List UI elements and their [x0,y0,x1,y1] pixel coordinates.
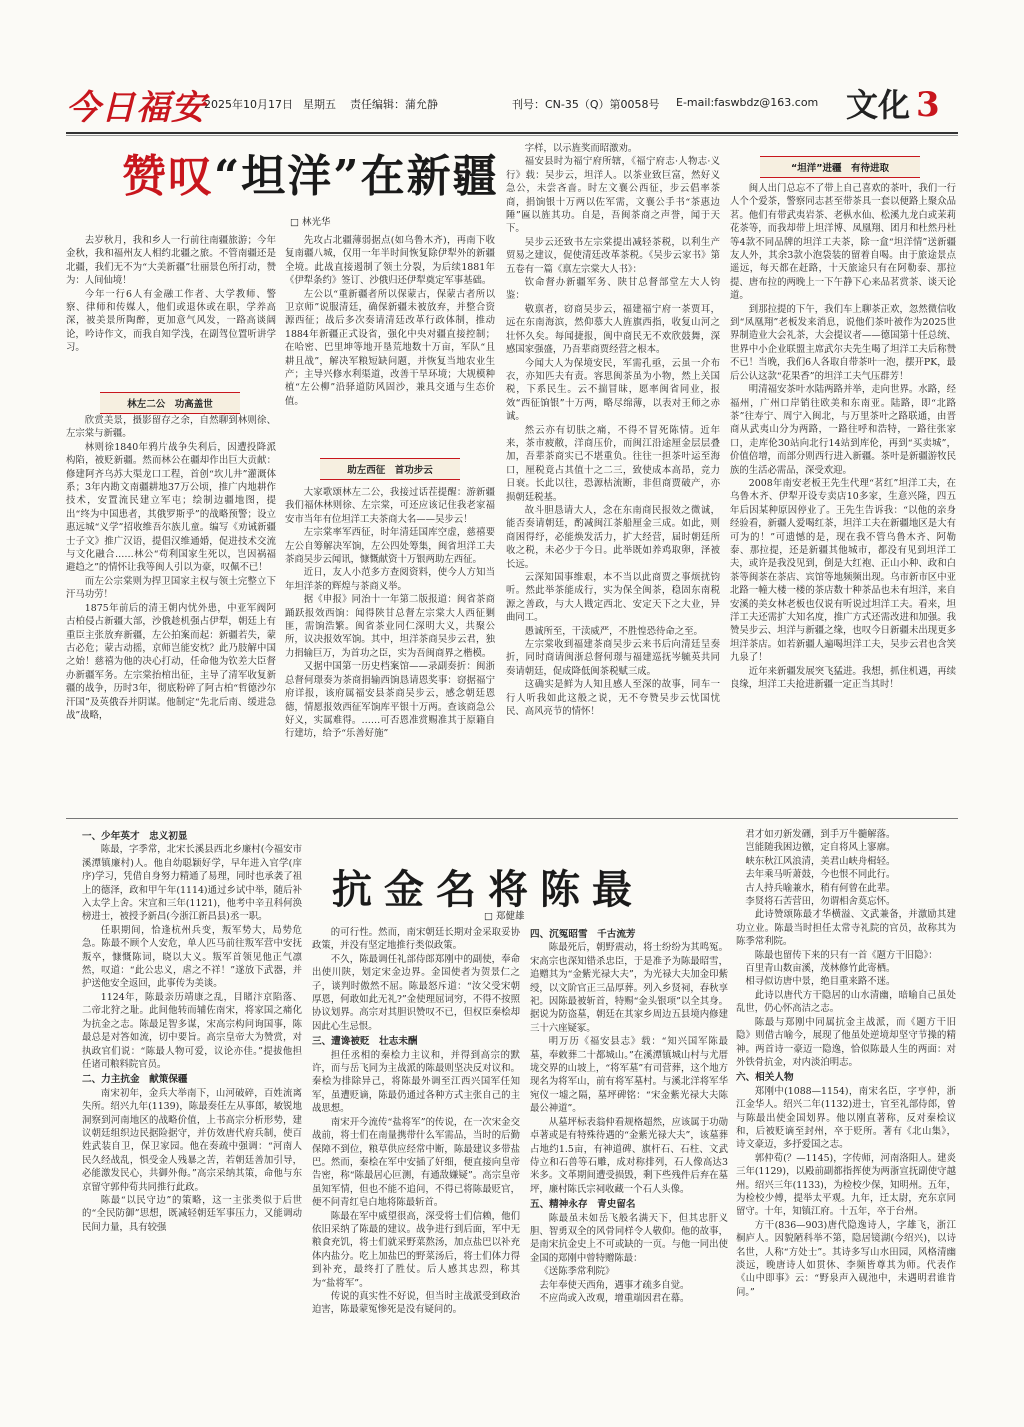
article1-col1-top [66,234,276,396]
quoted-letter: 愚诚所至，干渎威严，不胜惶恐待命之至。 [524,625,703,637]
subhead-tanyang: “坦洋”进疆 有待进取 [760,156,920,178]
paragraph: 1124年，陈最亲历靖康之乱，目睹汴京陷落、二帝北狩之耻。此间他转而辅佐南宋，将家国之痛化为抗金之志。陈最足智多谋，宋高宗构问询国事，陈最总是对答如流，切中要旨。高宗皇帝大为赞赏，对执政官们说：“陈最人物可爱，议论亦佳。”提拔他担任诸司粮料院官员。 [82,991,302,1070]
article1-col1-bottom [66,414,276,886]
quoted-letter: 故斗胆恳请大人，念在东南商民报效之微诚，能否奏请朝廷，酌减闽江茶船厘金三成。如此，则商困得纾，必能焕发活力，扩大经营，届时朝廷所收之税，未必少于今日。此举既如养鸡取卵，泽被长远。 [506,504,720,570]
paragraph: 左公以“重新疆者所以保蒙古，保蒙古者所以卫京师”说服清廷，确保新疆未被放弃，并整合资源西征；战后多次奏请清廷改革行政体制，推动1884年新疆正式设省，强化中央对疆直接控制；在哈密、巴里坤等地开垦荒地数十万亩，军队“且耕且战”，解决军粮短缺问题，并恢复当地农业生产；主导兴修水利渠道，改善干旱环境；大规模种植“左公柳”沿驿道防风固沙，兼具交通与生态价值。 [285,288,495,407]
article2-col4 [736,828,956,1372]
paragraph: 今年一行6人有金融工作者、大学教师、警察、律师和传媒人，他们或退休或在职，学养高深，被美景所陶醉，更加意气风发，一路高谈阔论，吟诗作文，而我自知学浅，在副驾位置听讲学习。 [66,288,276,354]
newspaper-logo: 今日福安 [66,88,206,128]
paragraph: 又据中国第一历史档案馆——录副奏折：闽浙总督何璟奏为茶商捐输西饷恳请恩奖事：窃据福宁府详报，该府属福安县茶商吴步云，感念朝廷恩德，情愿报效西征军饷库平银十万两。查该商急公好义，实属难得。……可否恩准赏赐准其于原籍自行建坊，给予“乐善好施” [285,661,495,740]
paragraph: 陈最死后，朝野震动，将士纷纷为其鸣冤。宋高宗也深知错杀忠臣，于是准予为陈最昭雪，追赠其为“金紫光禄大夫”，为光禄大夫加金印紫绶，以文阶官正三品厚葬。列入乡贤祠，春秋享祀。因陈最被斩首，特赐“金头银项”以全其身。据说为防盗墓，朝廷在其家乡周边五县境内修建三十六座疑冢。 [530,942,728,1034]
poem-line: 去年奉使天西角，遇事才疏多自觉。 [539,1279,690,1291]
paragraph: 左宗棠率军西征，时年清廷国库空虚，慈禧要左公自筹解决军饷，左公四处筹集，闽省坦洋工夫茶商吴步云闻讯，慷慨献资十万银两助左西征。 [285,527,495,566]
issue-date: 2025年10月17日 [204,98,293,111]
subhead-lin-zuo: 林左二公 功高盖世 [100,392,240,414]
article1-byline: □ 林光华 [290,217,331,228]
quoted-letter: 云深知国事维艰，本不当以此商贾之事烦扰钧听。然此举茶能成行，实为保全闽茶，稳固东南税源之善政，与大人戡定西北、安定天下之大业，异曲同工。 [506,572,720,624]
quoted-letter: 然云亦有切肤之痛，不得不冒死陈情。近年来，茶市疲敝，洋商压价，而闽江沿途厘金层层叠加，吾辈茶商实已不堪重负。往往一担茶叶运至海口，厘税竟占其值十之二三，致使成本高昂，竞力日衰。长此以往，恐源枯流断，非但商贾破产，亦损朝廷税基。 [506,424,720,503]
poem-line: 岂能随我困边徼，定自将风上寥廓。 [745,842,896,854]
quoted-letter: 敬禀者，窃商吴步云，福建福宁府一茶贾耳，远在东南海滨，然仰慕大人旌旗西指，收复山河之壮怀久矣。每闻捷报，闽中商民无不欢欣鼓舞，深感国家强盛，乃吾辈商贾经营之根本。 [506,303,720,356]
page-number: 3 [916,85,940,125]
poem-line: 去年乘马听萧鼓，今也恨不同此行。 [745,869,896,881]
section-heading: 四、沉冤昭雪 千古流芳 [530,929,636,940]
section-heading: 三、遭谗被贬 壮志未酬 [312,1036,418,1048]
paragraph: 而左公宗棠则为捍卫国家主权与领土完整立下汗马功劳！ [66,575,276,601]
paragraph: 此诗赞颂陈最才华横溢、文武兼备，并激励其建功立业。陈最当时担任太常寺礼院的官员，故称其为陈季常利院。 [736,909,956,948]
masthead-rule [66,132,958,134]
paragraph: 陈最虽未如岳飞般名满天下，但其忠肝义胆、智勇双全的风骨同样令人敬仰。他的故事，是南宋抗金史上不可或缺的一页。与他一同出使金国的郑刚中曾特赠陈最： [530,1212,728,1264]
article1-col2-top [285,234,495,448]
article2-col1 [82,828,302,1372]
poem-line: 《送陈季常利院》 [539,1266,615,1278]
article1-title-red: 赞叹 [122,151,214,202]
paragraph: 方干(836—903)唐代隐逸诗人，字雄飞，浙江桐庐人。因貌陋科举不第，隐居镜湖(今绍兴)，以诗名世，人称“方处士”。其诗多写山水田园，风格清幽淡远，晚唐诗人如贯休、李频皆尊其为师。代表作《山中即事》云：“野泉声入砚池中，未遇明君谁肯问。” [736,1219,956,1298]
paragraph: 陈最也留传下来的只有一首《题方干旧隐》： [754,949,938,961]
paragraph: 去岁秋月，我和乡人一行前往南疆旅游；今年金秋，我和福州友人相约北疆之旅。不管南疆还是北疆，我们无不为“大美新疆”壮丽景色所打动，赞为：人间仙境！ [66,235,276,287]
paragraph: 这确实是鲜为人知且感人至深的故事，同车一行人听我如此这般之说，无不夸赞吴步云忧国忧民、高风亮节的情怀！ [506,679,720,718]
article2-col2 [312,926,520,1372]
paragraph: 郑刚中(1088—1154)，南宋名臣，字亨仲，浙江金华人。绍兴二年(1132)进士，官至礼部侍郎，曾与陈最出使金国划界。他以刚直著称，反对秦桧议和，后被贬谪至封州，卒于贬所。著有《北山集》，诗文豪迈，多抒爱国之志。 [736,1085,956,1151]
paragraph: 陈最，字季常，北宋长溪县西北乡廉村(今福安市溪潭镇廉村)人。他自幼聪颖好学，早年进入官学(庠序)学习，凭借自身努力精通了易理，同时也承袭了祖上的德泽，政和甲午年(1114)通过乡试中举，随后补入太学上舍。宋宣和三年(1121)，他考中辛丑科何涣榜进士，被授予新昌(今浙江新昌县)丞一职。 [82,844,302,923]
paragraph: 欣赏美景，摄影留存之余，自然聊到林则徐、左宗棠与新疆。 [66,415,276,440]
article1-col4 [730,182,956,888]
poem-line: 李贤将石苦营田，勿谓相舍莫忘怀。 [745,896,896,908]
paragraph: 1875年前后的清王朝内忧外患，中亚军阀阿古柏侵占新疆大部，沙俄趁机强占伊犁，朝廷上有重臣主张放弃新疆，左公拍案而起：新疆若失，蒙古必危；蒙古动摇，京师岂能安枕？此乃肢解中国之始！慈禧为他的决心打动，任命他为钦差大臣督办新疆军务。左宗棠抬棺出征，主导了清军收复新疆的战争，历时3年，彻底粉碎了阿古柏“哲德沙尔汗国”及英俄吞并阴谋。他制定“先北后南、缓进急战”战略， [66,602,276,721]
paragraph: 的可行性。然而，南宋朝廷长期对金采取妥协政策，并没有坚定地推行类似政策。 [312,927,520,952]
quoted-letter: 钦命督办新疆军务、陕甘总督部堂左大人钧鉴： [506,277,720,302]
editor-credit: 责任编辑：蒲允静 [350,98,438,111]
paragraph: 南宋开今流传“盐将军”的传说，在一次宋金交战前，将士们在南量携带什么军需品，当时的后勤保障不到位，粮草供应经常中断，陈最建议多带盐巴。然而，秦桧在军中安插了奸细，便直接向皇帝告密，称“陈最居心叵测，有通敌嫌疑”。高宗皇帝虽知军情，但也不能不追问，不得已将陈最贬官，便不问青红皂白地将陈最斩首。 [312,1116,520,1209]
paragraph: 任职期间，恰逢杭州兵变，叛军势大，局势危急。陈最不顾个人安危，单人匹马前往叛军营中安抚叛卒，慷慨陈词，晓以大义。叛军首领见他正气凛然，叹道：“此公忠义，虐之不祥！”遂放下武器，并护送他安全返回，此事传为美谈。 [82,924,302,990]
paragraph: 据《申报》同治十一年第二版报道：闽省茶商踊跃报效西饷：闻得陕甘总督左宗棠大人西征剿匪，需饷浩繁。闽省茶业同仁深明大义，共聚公所，议决报效军饷。其中，坦洋茶商吴步云君，独力捐输巨万，为首功之臣，实为吾闽商界之楷模。 [285,594,495,659]
paragraph: 到那拉提的下午，我们车上聊茶正欢，忽然微信收到“凤凰翔”老板发来消息，说他们茶叶被作为2025世界制造业大会礼茶，大会提议者——德国第十任总统、世界中小企业联盟主席武尔夫先生喝了坦洋工夫后称赞不已！当晚，我们6人各取自带茶叶一泡，摆开PK，最后公认这款“花果香”的坦洋工夫气压群芳！ [730,303,956,382]
paragraph: 不久，陈最调任礼部侍郎郑刚中的副使，奉命出使川陕，划定宋金边界。金国使者为贺景仁之子，谈判时傲然不屈。陈最怒斥道：“汝父受宋朝厚恩，何敢如此无礼?”金使理屈词穷，不得不按照协议划界。高宗对其胆识赞叹不已，但权臣秦桧却因此心生忌恨。 [312,953,520,1032]
article-separator [66,818,958,819]
paragraph: 南宋初年，金兵大举南下，山河破碎，百姓流离失所。绍兴九年(1139)，陈最奏任左从事郎，敏锐地洞察到河南地区的战略价值，上书高宗分析形势，建议朝廷组织边民据险据守，并仿效唐代府兵制，使百姓武装自卫，保卫家园。他在奏疏中强调：“河南人民久经战乱，惧受金人残暴之苦，若朝廷善加引导，必能激发民心，共御外侮。”高宗采纳其策，命他与东京留守郭仲荀共同推行此政。 [82,1087,302,1193]
poem-line: 不应尚或入改观，增重端因君在幕。 [539,1292,690,1304]
section-heading: 二、力主抗金 献策保疆 [82,1074,188,1086]
paragraph: 陈最与郑刚中同属抗金主战派，而《题方干旧隐》则借古喻今，展现了他虽处逆境却坚守节操的精神。两首诗一豪迈一隐逸，恰似陈最人生的两面：对外铁骨抗金，对内淡泊明志。 [736,1016,956,1068]
paragraph: 此诗以唐代方干隐居的山水清幽，暗喻自己虽处乱世，仍心怀高洁之志。 [736,989,956,1015]
article1-col3 [506,142,720,888]
poem-line: 君才如刃新发硎，到手万牛髓解落。 [745,829,896,840]
paragraph: 字样，以示旌奖而昭激劝。 [524,143,638,154]
section-name [846,80,940,126]
paragraph: 陈最“以民守边”的策略，这一主张类似于后世的“全民防御”思想，既减轻朝廷军事压力，又能调动民间力量，具有较强 [82,1194,302,1233]
paragraph: 明万历《福安县志》载：“知兴国军陈最墓，奉敕葬二十都城山。”在溪潭镇城山村与尤厝垅交界的山坡上，“将军墓”有司营葬，这个地方现名为将军山，前有将军墓村。与溪北洋将军华宛仪一墟之隔，墓坪碑铭：“宋金紫光禄大夫陈最公神道”。 [530,1036,728,1115]
article1-title [122,140,499,204]
paragraph: 大家歌颂林左二公，我接过话茬提醒：游新疆我们福休林则徐、左宗棠，可还应该记住我老家福安市当年有位坦洋工夫茶商大名——吴步云！ [285,487,495,525]
article2-col3 [530,926,728,1372]
poem-line: 百里青山数亩溪，茂林修竹此寄栖。 [745,963,896,975]
quoted-letter: 今闻大人为保境安民，军需孔亟，云虽一介布衣，亦知匹夫有责。容思闽茶虽为小物，然上关国税，下系民生。云不揣冒昧，愿率闽省同业，报效“西征饷银”十万两，略尽绵薄，以表对王师之赤诚。 [506,357,720,423]
paragraph: 传说的真实性不好说，但当时主战派受到政治迫害，陈最蒙冤惨死是没有疑问的。 [312,1290,520,1316]
paragraph: 从墓坪标表翁仲看规格超然，应该属于功勋卓著或是有特殊待遇的“金紫光禄大夫”，该墓葬占地约1.5亩，有神道碑、旗杆石、石柱、文武侍立和石兽等石雕，成对称排列，石人像高达3米多。文革期间遭受损毁，剩下些残件后弃在墓坪，廉村陈氏宗祠收藏一个石人头像。 [530,1116,728,1195]
paragraph: 近日，友人小范多方查阅资料，使今人方知当年坦洋茶的辉煌与茶商义举。 [285,567,495,592]
paragraph: 林则徐1840年鸦片战争失利后，因遭投降派构陷，被贬新疆。然而林公在疆却作出巨大贡献：修建阿齐乌苏大渠龙口工程，首创“坎儿井”灌溉体系；3年内勘文南疆耕地37万公顷，推广内地耕作技术，安置流民建立军屯；绘制边疆地图，提出“终为中国患者，其俄罗斯乎”的战略预警；设立惠远城“义学”招收维吾尔族儿童。编写《劝诫新疆士子文》推广汉语，提倡汉维通婚，促进技术交流与文化融合……林公“苟利国家生死以，岂因祸福避趋之”的情怀让我等闽人引以为豪，叹佩不已！ [66,441,276,574]
poem-line: 相寻似访唐中景，绝目重来路不迷。 [745,976,896,988]
section-heading: 五、精神永存 青史留名 [530,1199,636,1211]
paragraph: 吴步云还致书左宗棠提出减轻茶税，以利生产贸易之建议，促使清廷改革茶税。《吴步云家书》第五卷有一篇《禀左宗棠大人书》： [506,236,720,275]
paragraph: 福安县时为福宁府所辖，《福宁府志·人物志·义行》载：吴步云，坦洋人。以茶业致巨富，然好义急公，未尝吝啬。时左文襄公西征，步云倡率茶商，捐饷银十万两以佐军需，文襄公手书“茶惠边陲”匾以旌其功。自是，吾闽茶商之声誉，闻于天下。 [506,156,720,235]
poem-line: 古人持兵喻兼水，稍有何曾在此辈。 [745,882,896,894]
article2-byline: □ 郑健雄 [484,911,525,922]
subhead-zhu-zuo: 助左西征 首功步云 [320,458,460,480]
paragraph: 担任丞相的秦桧力主议和，并得到高宗的默许，而与岳飞同为主战派的陈最则坚决反对议和。秦桧为排除异己，将陈最外调至江西兴国军任知军，虽遭贬谪，陈最仍通过各种方式主张自己的主战思想。 [312,1049,520,1115]
issn-number: 刊号：CN-35（Q）第0058号 [512,98,660,111]
paragraph: 左宗棠收到福建茶商吴步云来书后向清廷呈奏折，同时商请闽浙总督何璟与福建巡抚岑毓英共同奏请朝廷，促成降低闽茶税赋三成。 [506,639,720,677]
paragraph: 闽人出门总忘不了带上自己喜欢的茶叶，我们一行人个个爱茶，警察同志甚至带茶具一套以便路上聚众品茗。他们有带武夷岩茶、老枞水仙、松溪九龙白或茉莉花茶等，而我却带上坦洋博、凤凰翔、团月和杜然丹杜等4款不同品牌的坦洋工夫茶，除一盒“坦洋情”送新疆友人外，其余3款小泡袋装的留着自喝。由于旅途景点遥远，每天都在赶路，十天旅途只有在阿勒泰、那拉提、唐布拉的两晚上一下午静下心来品茗赏茶、谈天论道。 [730,183,956,302]
paragraph: 明清福安茶叶水陆两路并举，走向世界。水路，经福州，广州口岸销往欧美和东南亚。陆路，即“北路茶”往寿宁、周宁入闽北，与万里茶叶之路联通，由晋商从武夷山分为两路，一路往呼和浩特，一路往张家口，走库伦30站向北行14站到库伦，再到“买卖城”，价值倍增，而部分则西行进入新疆。茶叶是新疆游牧民族的生活必需品，深受欢迎。 [730,384,956,476]
poem-line: 峡东秋江风浪清，美君山峡舟楫轻。 [745,855,896,867]
issue-weekday: 星期五 [303,98,336,111]
article2-title: 抗金名将陈最 [332,866,644,913]
masthead-rule-thin [66,135,958,136]
paragraph: 先攻占北疆薄弱据点(如乌鲁木齐)，再南下收复南疆八城，仅用一年半时间恢复除伊犁外的新疆全境。此战直接遏制了领土分裂，为后续1881年《伊犁条约》签订、沙俄归还伊犁奠定军事基础。 [285,235,495,287]
contact-email: E-mail:faswbdz@163.com [676,96,819,109]
section-label: 文化 [846,86,911,124]
paragraph: 近年来新疆发展突飞猛进。我想，抓住机遇，再续良缘，坦洋工夫抢进新疆一定正当其时！ [730,665,956,691]
section-heading: 六、相关人物 [736,1072,794,1084]
paragraph: 郭仲荀(？—1145)，字传师，河南洛阳人。建炎三年(1129)，以殿前副都指挥使为两浙宣抚副使守越州。绍兴三年(1133)，为检校少保，知明州。五年，为检校少傅，提举太平观。九年，迁太尉，充东京同留守。十年，知镇江府。十五年，卒于台州。 [736,1152,956,1218]
paragraph: 陈最在军中威望很高，深受将士们信赖，他们依旧采纳了陈最的建议。战争进行到后面，军中无粮食充饥，将士们就采野菜熬汤，加点盐巴以补充体内盐分。吃上加盐巴的野菜汤后，将士们体力得到补充，最终打了胜仗。后人感其忠烈，称其为“盐将军”。 [312,1210,520,1289]
section-heading: 一、少年英才 忠义初显 [82,831,188,842]
article1-col2-bottom [285,486,495,888]
paragraph: 2008年南安老板王先生代理“茗红”坦洋工夫，在乌鲁木齐、伊犁开设专卖店10多家，生意兴隆，四五年后因某种原因停业了。王先生告诉我：“以他的亲身经验看，新疆人爱喝红茶，坦洋工夫在新疆地区是大有可为的！”可遗憾的是，现在我不管乌鲁木齐、阿勒泰、那拉提，还是新疆其他城市，都没有见到坦洋工夫，或许是我没见到，倒是大红袍、正山小种、政和白茶等闽茶在茶店、宾馆等地频频出现。乌市新市区中亚北路一幢大楼一楼的茶店数十种茶品也未有坦洋，来自安溪的美女林老板也仅说有听说过坦洋工夫。看来，坦洋工夫还需扩大知名度，推广方式还需改进和加强。我赞吴步云、坦洋与新疆之缘，也叹今日新疆未出现更多坦洋茶店。如若新疆人遍喝坦洋工夫，吴步云君也含笑九泉了！ [730,477,956,664]
article1-title-black: “坦洋”在新疆 [214,151,499,202]
